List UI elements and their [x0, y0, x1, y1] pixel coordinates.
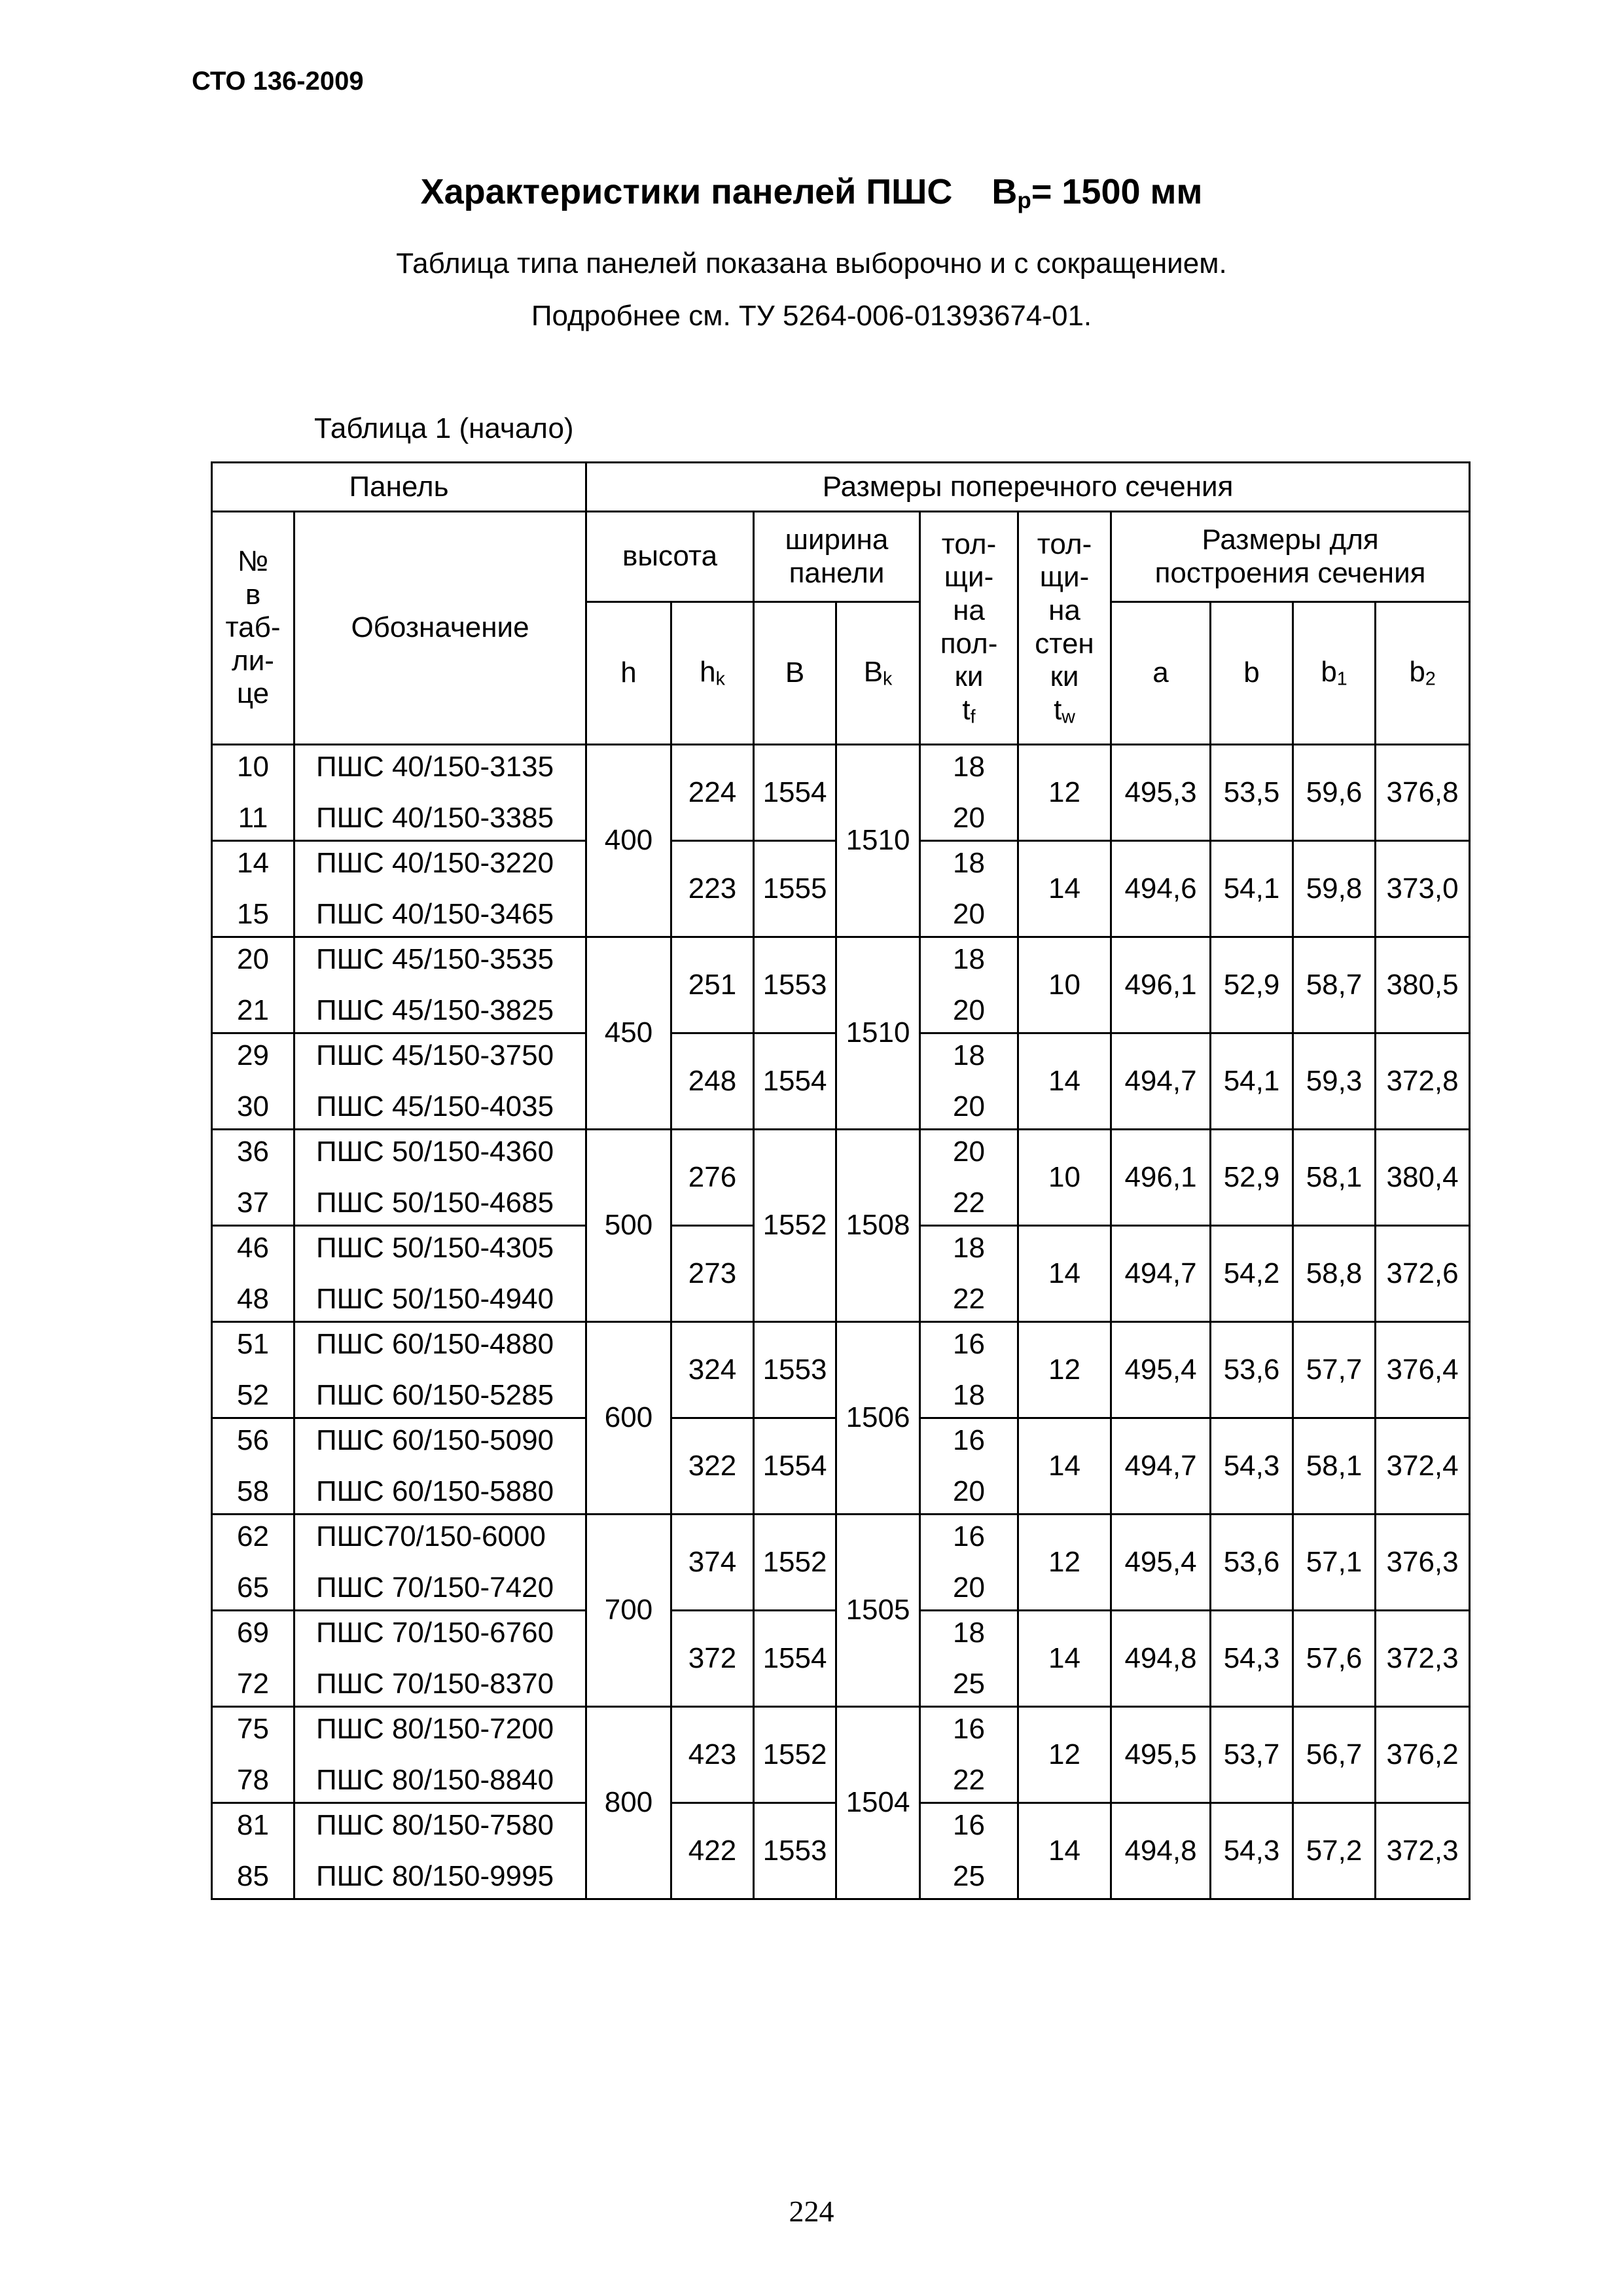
row-numbers [212, 937, 294, 1033]
h-value: 800 [586, 1707, 671, 1899]
b1-value: 56,7 [1293, 1707, 1376, 1803]
b2-value: 380,4 [1376, 1130, 1470, 1226]
header-a: a [1111, 602, 1211, 745]
flange-line: 18 [953, 1232, 985, 1264]
B-value: 1552 [754, 1707, 836, 1803]
table-row [212, 1130, 1470, 1226]
flange-thickness [920, 1033, 1018, 1130]
row-number-line: 52 [237, 1379, 269, 1411]
h-value: 500 [586, 1130, 671, 1322]
flange-line: 16 [953, 1713, 985, 1745]
flange-line: 18 [953, 1039, 985, 1071]
b-value: 54,3 [1211, 1611, 1293, 1707]
row-number-line: 69 [237, 1617, 269, 1649]
designation-line: ПШС 70/150-6760 [316, 1617, 554, 1649]
page-number: 224 [789, 2195, 834, 2228]
b1-value: 58,8 [1293, 1226, 1376, 1322]
flange-thickness [920, 745, 1018, 841]
header-num-line: це [236, 677, 270, 710]
title-param-symbol: B [991, 172, 1018, 211]
header-width [754, 512, 920, 602]
row-number-line: 51 [237, 1328, 269, 1360]
designations [294, 841, 586, 937]
title-text: Характеристики панелей ПШС [420, 172, 953, 211]
header-h: h [586, 602, 671, 745]
designations [294, 1803, 586, 1899]
flange-thickness [920, 1322, 1018, 1418]
document-title [0, 171, 1623, 214]
designations [294, 1130, 586, 1226]
flange-line: 18 [953, 751, 985, 783]
B-value: 1554 [754, 745, 836, 841]
a-value: 496,1 [1111, 937, 1211, 1033]
b-value: 53,6 [1211, 1322, 1293, 1418]
a-value: 494,7 [1111, 1226, 1211, 1322]
designation-line: ПШС 40/150-3135 [316, 751, 554, 783]
row-number-line: 62 [237, 1520, 269, 1552]
b2-value: 376,8 [1376, 745, 1470, 841]
flange-thickness [920, 1130, 1018, 1226]
b1-value: 58,7 [1293, 937, 1376, 1033]
B-value: 1553 [754, 1322, 836, 1418]
title-param-subscript: p [1017, 188, 1031, 214]
flange-line: 20 [953, 1090, 985, 1122]
web-thickness: 10 [1018, 937, 1111, 1033]
web-thickness: 14 [1018, 1226, 1111, 1322]
Bk-value: 1505 [836, 1515, 920, 1707]
designation-line: ПШС 70/150-7420 [316, 1571, 554, 1604]
table-row [212, 745, 1470, 841]
table-body [212, 745, 1470, 1899]
designation-line: ПШС 80/150-9995 [316, 1860, 554, 1892]
header-section-line: Размеры для [1202, 523, 1379, 556]
flange-thickness [920, 841, 1018, 937]
B-value: 1555 [754, 841, 836, 937]
designation-line: ПШС 45/150-3535 [316, 943, 554, 975]
web-thickness: 14 [1018, 1418, 1111, 1515]
header-B: B [754, 602, 836, 745]
b-value: 54,3 [1211, 1418, 1293, 1515]
hk-value: 248 [671, 1033, 754, 1130]
b1-value: 57,2 [1293, 1803, 1376, 1899]
B-value: 1554 [754, 1611, 836, 1707]
row-number-line: 36 [237, 1136, 269, 1168]
designations [294, 1322, 586, 1418]
h-value: 600 [586, 1322, 671, 1515]
designation-line: ПШС 50/150-4685 [316, 1187, 554, 1219]
row-numbers [212, 1033, 294, 1130]
row-number-line: 15 [237, 898, 269, 930]
document-code: СТО 136-2009 [192, 67, 364, 96]
web-thickness: 10 [1018, 1130, 1111, 1226]
header-flange-line: ки [954, 660, 984, 693]
flange-line: 22 [953, 1764, 985, 1796]
b2-value: 376,3 [1376, 1515, 1470, 1611]
b2-value: 372,3 [1376, 1611, 1470, 1707]
flange-line: 16 [953, 1520, 985, 1552]
row-number-line: 29 [237, 1039, 269, 1071]
row-number-line: 56 [237, 1424, 269, 1456]
b-value: 54,1 [1211, 1033, 1293, 1130]
flange-line: 18 [953, 1617, 985, 1649]
row-number-line: 11 [238, 802, 268, 834]
row-numbers [212, 841, 294, 937]
web-thickness: 12 [1018, 1322, 1111, 1418]
b2-value: 376,4 [1376, 1322, 1470, 1418]
designation-line: ПШС 60/150-5285 [316, 1379, 554, 1411]
web-thickness: 14 [1018, 841, 1111, 937]
designation-line: ПШС 50/150-4305 [316, 1232, 554, 1264]
row-numbers [212, 1515, 294, 1611]
hk-value: 423 [671, 1707, 754, 1803]
header-panel: Панель [212, 463, 586, 512]
flange-line: 16 [953, 1424, 985, 1456]
header-flange-line: пол- [940, 627, 998, 660]
header-web-line: стен [1035, 627, 1094, 660]
row-number-line: 72 [237, 1668, 269, 1700]
h-value: 700 [586, 1515, 671, 1707]
b2-value: 376,2 [1376, 1707, 1470, 1803]
designations [294, 1418, 586, 1515]
hk-value: 276 [671, 1130, 754, 1226]
web-thickness: 14 [1018, 1033, 1111, 1130]
a-value: 494,7 [1111, 1033, 1211, 1130]
a-value: 495,4 [1111, 1322, 1211, 1418]
Bk-value: 1506 [836, 1322, 920, 1515]
header-row-number [212, 512, 294, 745]
header-web-line: щи- [1039, 561, 1090, 594]
b1-value: 57,7 [1293, 1322, 1376, 1418]
flange-line: 20 [953, 1136, 985, 1168]
designation-line: ПШС 80/150-7580 [316, 1809, 554, 1841]
designations [294, 1707, 586, 1803]
header-height: высота [586, 512, 754, 602]
table-row [212, 1707, 1470, 1803]
header-cross-section: Размеры поперечного сечения [586, 463, 1470, 512]
designations [294, 1515, 586, 1611]
row-numbers [212, 1322, 294, 1418]
Bk-value: 1510 [836, 937, 920, 1130]
row-number-line: 14 [237, 847, 269, 879]
b1-value: 58,1 [1293, 1130, 1376, 1226]
designation-line: ПШС 40/150-3465 [316, 898, 554, 930]
row-numbers [212, 1130, 294, 1226]
designation-line: ПШС 50/150-4940 [316, 1283, 554, 1315]
header-b: b [1211, 602, 1293, 745]
flange-line: 20 [953, 1475, 985, 1507]
hk-value: 422 [671, 1803, 754, 1899]
b1-value: 57,1 [1293, 1515, 1376, 1611]
flange-line: 22 [953, 1283, 985, 1315]
a-value: 495,5 [1111, 1707, 1211, 1803]
b-value: 52,9 [1211, 1130, 1293, 1226]
designation-line: ПШС 45/150-3825 [316, 994, 554, 1026]
designation-line: ПШС 60/150-5880 [316, 1475, 554, 1507]
designation-line: ПШС 45/150-3750 [316, 1039, 554, 1071]
row-numbers [212, 745, 294, 841]
b1-value: 57,6 [1293, 1611, 1376, 1707]
designation-line: ПШС 60/150-4880 [316, 1328, 554, 1360]
table-row [212, 1322, 1470, 1418]
b1-value: 59,3 [1293, 1033, 1376, 1130]
flange-line: 20 [953, 802, 985, 834]
designation-line: ПШС 50/150-4360 [316, 1136, 554, 1168]
b2-value: 373,0 [1376, 841, 1470, 937]
a-value: 494,8 [1111, 1611, 1211, 1707]
Bk-value: 1504 [836, 1707, 920, 1899]
header-num-line: ли- [232, 644, 274, 677]
b-value: 54,2 [1211, 1226, 1293, 1322]
designations [294, 937, 586, 1033]
header-num-line: в [245, 578, 261, 611]
header-web-line: на [1048, 594, 1080, 626]
b1-value: 59,8 [1293, 841, 1376, 937]
flange-line: 18 [953, 943, 985, 975]
b2-value: 372,6 [1376, 1226, 1470, 1322]
designation-line: ПШС 40/150-3385 [316, 802, 554, 834]
header-flange-line: тол- [941, 528, 997, 560]
designation-line: ПШС 80/150-8840 [316, 1764, 554, 1796]
flange-thickness [920, 937, 1018, 1033]
flange-line: 20 [953, 1571, 985, 1604]
B-value: 1554 [754, 1033, 836, 1130]
row-number-line: 30 [237, 1090, 269, 1122]
header-web-thickness [1018, 512, 1111, 745]
flange-line: 18 [953, 1379, 985, 1411]
B-value: 1553 [754, 1803, 836, 1899]
hk-value: 324 [671, 1322, 754, 1418]
designations [294, 1611, 586, 1707]
header-num-line: таб- [225, 611, 281, 644]
header-b1: $b_1$ [1293, 602, 1376, 745]
row-number-line: 85 [237, 1860, 269, 1892]
flange-thickness [920, 1803, 1018, 1899]
Bk-value: 1510 [836, 745, 920, 937]
row-number-line: 46 [237, 1232, 269, 1264]
header-flange-line: на [953, 594, 985, 626]
header-width-line: ширина [785, 523, 889, 556]
a-value: 494,6 [1111, 841, 1211, 937]
row-number-line: 58 [237, 1475, 269, 1507]
h-value: 450 [586, 937, 671, 1130]
row-numbers [212, 1803, 294, 1899]
header-b2: $b_2$ [1376, 602, 1470, 745]
flange-line: 25 [953, 1860, 985, 1892]
row-number-line: 78 [237, 1764, 269, 1796]
a-value: 495,4 [1111, 1515, 1211, 1611]
header-web-symbol: $t_w$ [1054, 693, 1075, 728]
row-numbers [212, 1226, 294, 1322]
web-thickness: 14 [1018, 1611, 1111, 1707]
b1-value: 58,1 [1293, 1418, 1376, 1515]
B-value: 1553 [754, 937, 836, 1033]
flange-line: 20 [953, 898, 985, 930]
designation-line: ПШС 45/150-4035 [316, 1090, 554, 1122]
flange-thickness [920, 1226, 1018, 1322]
flange-line: 20 [953, 994, 985, 1026]
designation-line: ПШС 60/150-5090 [316, 1424, 554, 1456]
flange-line: 18 [953, 847, 985, 879]
subtitle-line-1: Таблица типа панелей показана выборочно и с сокращением. [396, 247, 1227, 279]
row-number-line: 75 [237, 1713, 269, 1745]
b-value: 52,9 [1211, 937, 1293, 1033]
designations [294, 745, 586, 841]
flange-line: 16 [953, 1328, 985, 1360]
subtitle-line-2: Подробнее см. ТУ 5264-006-01393674-01. [531, 300, 1092, 332]
flange-line: 16 [953, 1809, 985, 1841]
hk-value: 223 [671, 841, 754, 937]
web-thickness: 14 [1018, 1803, 1111, 1899]
b2-value: 380,5 [1376, 937, 1470, 1033]
a-value: 496,1 [1111, 1130, 1211, 1226]
header-section-line: построения сечения [1154, 556, 1426, 589]
a-value: 494,8 [1111, 1803, 1211, 1899]
b2-value: 372,8 [1376, 1033, 1470, 1130]
b-value: 53,7 [1211, 1707, 1293, 1803]
flange-line: 25 [953, 1668, 985, 1700]
flange-thickness [920, 1418, 1018, 1515]
B-value: 1554 [754, 1418, 836, 1515]
table-caption: Таблица 1 (начало) [314, 412, 574, 444]
row-number-line: 37 [237, 1187, 269, 1219]
hk-value: 374 [671, 1515, 754, 1611]
header-num-line: № [237, 545, 269, 578]
a-value: 495,3 [1111, 745, 1211, 841]
header-Bk: $B_k$ [836, 602, 920, 745]
flange-thickness [920, 1707, 1018, 1803]
row-number-line: 65 [237, 1571, 269, 1604]
b-value: 53,6 [1211, 1515, 1293, 1611]
header-width-line: панели [789, 556, 885, 589]
row-number-line: 48 [237, 1283, 269, 1315]
b-value: 54,1 [1211, 841, 1293, 937]
flange-thickness [920, 1515, 1018, 1611]
panel-spec-table [211, 461, 1471, 1900]
header-web-line: тол- [1037, 528, 1092, 560]
table-row [212, 1515, 1470, 1611]
row-numbers [212, 1611, 294, 1707]
b1-value: 59,6 [1293, 745, 1376, 841]
header-flange-symbol: $t_f$ [962, 693, 976, 728]
row-number-line: 10 [237, 751, 269, 783]
designation-line: ПШС 80/150-7200 [316, 1713, 554, 1745]
web-thickness: 12 [1018, 745, 1111, 841]
row-number-line: 20 [237, 943, 269, 975]
hk-value: 224 [671, 745, 754, 841]
hk-value: 273 [671, 1226, 754, 1322]
designation-line: ПШС 40/150-3220 [316, 847, 554, 879]
b-value: 53,5 [1211, 745, 1293, 841]
B-value: 1552 [754, 1130, 836, 1322]
b-value: 54,3 [1211, 1803, 1293, 1899]
web-thickness: 12 [1018, 1707, 1111, 1803]
row-number-line: 21 [237, 994, 269, 1026]
row-number-line: 81 [237, 1809, 269, 1841]
header-flange-line: щи- [944, 561, 994, 594]
header-web-line: ки [1050, 660, 1079, 693]
header-section-dims [1111, 512, 1470, 602]
table-row [212, 937, 1470, 1033]
designation-line: ПШС70/150-6000 [316, 1520, 546, 1552]
header-flange-thickness [920, 512, 1018, 745]
row-numbers [212, 1418, 294, 1515]
b2-value: 372,4 [1376, 1418, 1470, 1515]
hk-value: 251 [671, 937, 754, 1033]
flange-thickness [920, 1611, 1018, 1707]
hk-value: 372 [671, 1611, 754, 1707]
B-value: 1552 [754, 1515, 836, 1611]
hk-value: 322 [671, 1418, 754, 1515]
header-designation: Обозначение [294, 512, 586, 745]
flange-line: 22 [953, 1187, 985, 1219]
designation-line: ПШС 70/150-8370 [316, 1668, 554, 1700]
designations [294, 1226, 586, 1322]
designations [294, 1033, 586, 1130]
row-numbers [212, 1707, 294, 1803]
header-hk: $h_k$ [671, 602, 754, 745]
a-value: 494,7 [1111, 1418, 1211, 1515]
h-value: 400 [586, 745, 671, 937]
b2-value: 372,3 [1376, 1803, 1470, 1899]
web-thickness: 12 [1018, 1515, 1111, 1611]
Bk-value: 1508 [836, 1130, 920, 1322]
title-param-value: = 1500 мм [1031, 172, 1203, 211]
